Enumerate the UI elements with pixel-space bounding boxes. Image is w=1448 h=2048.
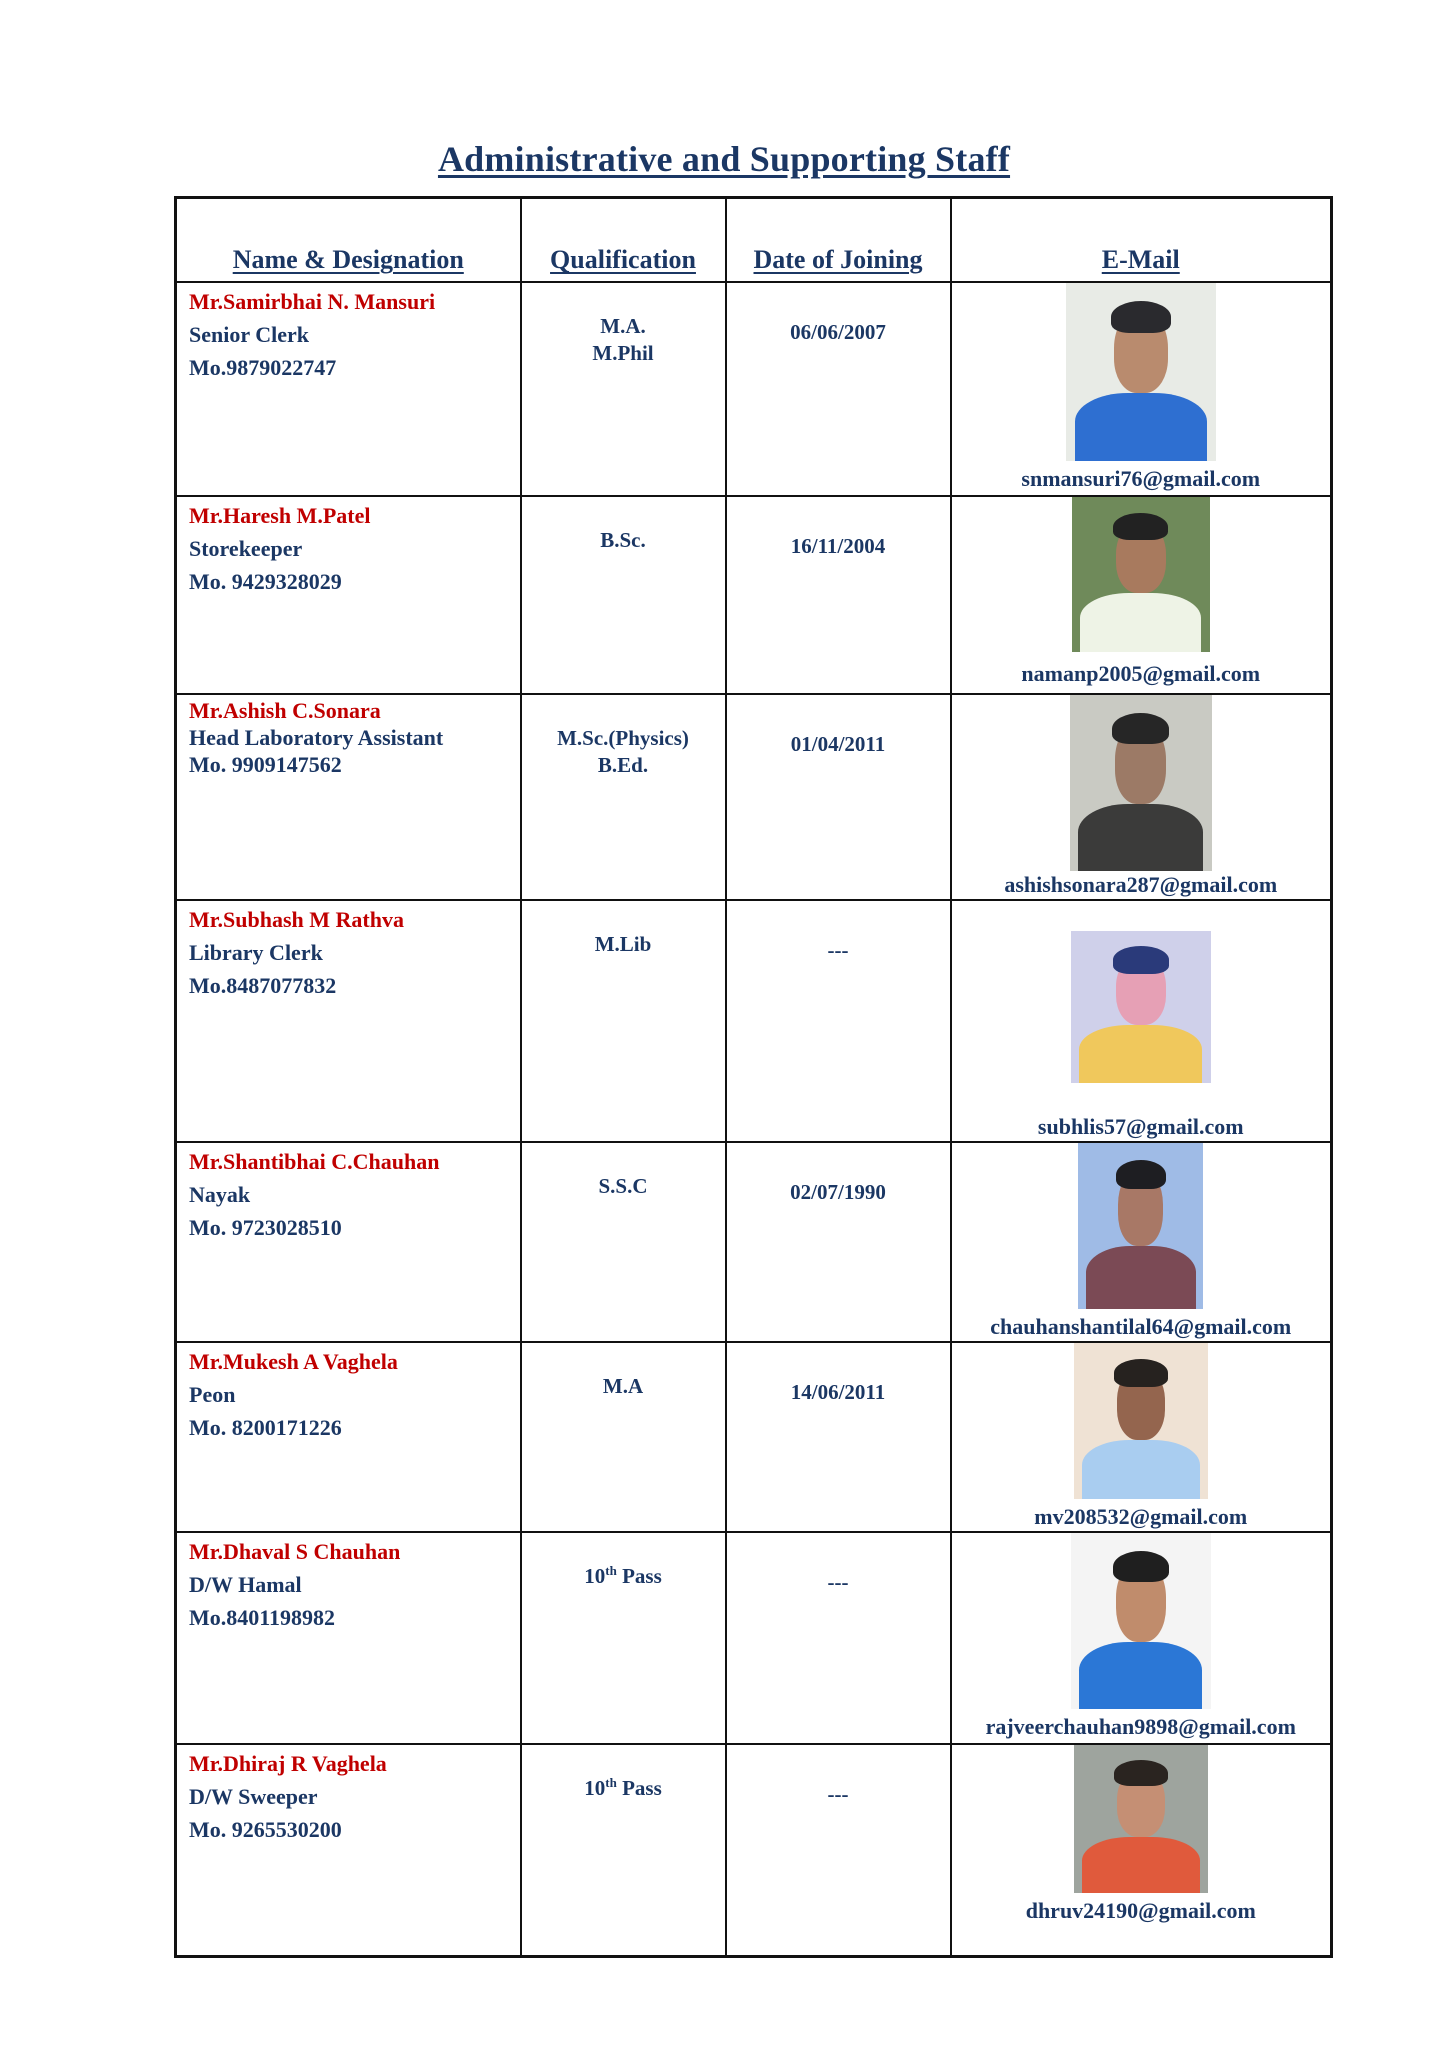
staff-photo [1074,1343,1208,1499]
page-title: Administrative and Supporting Staff [437,139,1011,179]
staff-designation: Storekeeper [189,536,303,561]
qualification-line: M.Lib [594,932,652,956]
name-designation-cell [176,1342,521,1532]
name-designation-cell [176,1744,521,1956]
staff-designation: Senior Clerk [189,322,309,347]
qualification-line: M.A. [600,314,646,338]
header-email: E-Mail [951,198,1332,283]
staff-designation: D/W Hamal [189,1572,302,1597]
staff-photo [1070,695,1212,871]
staff-email[interactable]: dhruv24190@gmail.com [1025,1898,1256,1923]
staff-name: Mr.Subhash M Rathva [189,907,404,932]
staff-photo [1071,1533,1211,1709]
staff-name: Mr.Samirbhai N. Mansuri [189,289,436,314]
email-cell [951,1342,1332,1532]
qualification-cell [521,1142,726,1342]
table-row [176,496,1332,694]
qualification-line: M.Phil [592,341,654,365]
email-cell [951,282,1332,496]
qualification-line: M.A [602,1374,644,1398]
staff-photo [1074,1745,1208,1893]
email-cell [951,1142,1332,1342]
email-cell [951,1744,1332,1956]
staff-name: Mr.Dhaval S Chauhan [189,1539,401,1564]
date-of-joining-cell: 14/06/2011 [726,1342,951,1532]
staff-mobile: Mo.8401198982 [189,1605,336,1630]
table-row [176,1532,1332,1744]
staff-photo [1071,931,1211,1083]
email-cell [951,694,1332,900]
email-cell [951,900,1332,1142]
header-name-designation: Name & Designation [176,198,521,283]
staff-designation: Peon [189,1382,236,1407]
staff-mobile: Mo. 9723028510 [189,1215,342,1240]
staff-email[interactable]: snmansuri76@gmail.com [1021,466,1261,491]
qualification-cell [521,1342,726,1532]
staff-name: Mr.Ashish C.Sonara [189,698,381,723]
name-designation-cell [176,496,521,694]
staff-photo [1078,1143,1203,1309]
staff-email[interactable]: chauhanshantilal64@gmail.com [990,1314,1292,1339]
date-of-joining-cell: --- [726,1532,951,1744]
staff-designation: Head Laboratory Assistant [189,725,444,750]
date-of-joining-cell: --- [726,1744,951,1956]
qualification-cell [521,694,726,900]
name-designation-cell [176,1142,521,1342]
qualification-line: 10th Pass [584,1775,662,1800]
date-of-joining-cell: 06/06/2007 [726,282,951,496]
qualification-cell [521,1744,726,1956]
name-designation-cell [176,1532,521,1744]
table-row [176,1342,1332,1532]
qualification-line: 10th Pass [584,1563,662,1588]
staff-mobile: Mo. 9265530200 [189,1817,342,1842]
staff-email[interactable]: mv208532@gmail.com [1034,1504,1248,1529]
staff-mobile: Mo. 9429328029 [189,569,342,594]
staff-mobile: Mo.9879022747 [189,355,337,380]
name-designation-cell [176,282,521,496]
table-row [176,1744,1332,1956]
staff-designation: Library Clerk [189,940,323,965]
staff-table [174,196,1333,1958]
qualification-cell [521,1532,726,1744]
date-of-joining-cell: 16/11/2004 [726,496,951,694]
staff-designation: D/W Sweeper [189,1784,318,1809]
staff-email[interactable]: namanp2005@gmail.com [1021,661,1261,686]
qualification-cell [521,282,726,496]
date-of-joining-cell: 02/07/1990 [726,1142,951,1342]
staff-email[interactable]: subhlis57@gmail.com [1037,1114,1244,1139]
staff-name: Mr.Dhiraj R Vaghela [189,1751,387,1776]
staff-email[interactable]: rajveerchauhan9898@gmail.com [985,1714,1296,1739]
date-of-joining-cell: 01/04/2011 [726,694,951,900]
staff-mobile: Mo. 8200171226 [189,1415,342,1440]
name-designation-cell [176,900,521,1142]
table-row [176,282,1332,496]
table-row [176,900,1332,1142]
qualification-cell [521,496,726,694]
staff-name: Mr.Mukesh A Vaghela [189,1349,398,1374]
staff-designation: Nayak [189,1182,251,1207]
qualification-line: B.Ed. [597,753,649,777]
table-row [176,1142,1332,1342]
staff-mobile: Mo.8487077832 [189,973,337,998]
staff-name: Mr.Haresh M.Patel [189,503,371,528]
staff-mobile: Mo. 9909147562 [189,752,342,777]
staff-photo [1066,283,1216,461]
qualification-line: B.Sc. [600,528,646,552]
email-cell [951,1532,1332,1744]
qualification-line: M.Sc.(Physics) [557,726,689,750]
header-date-of-joining: Date of Joining [726,198,951,283]
staff-name: Mr.Shantibhai C.Chauhan [189,1149,440,1174]
name-designation-cell [176,694,521,900]
staff-photo [1072,497,1210,652]
table-row [176,694,1332,900]
table-header-row [176,198,1332,283]
qualification-cell [521,900,726,1142]
staff-email[interactable]: ashishsonara287@gmail.com [1004,872,1278,897]
date-of-joining-cell: --- [726,900,951,1142]
qualification-line: S.S.C [598,1174,648,1198]
email-cell [951,496,1332,694]
header-qualification: Qualification [521,198,726,283]
